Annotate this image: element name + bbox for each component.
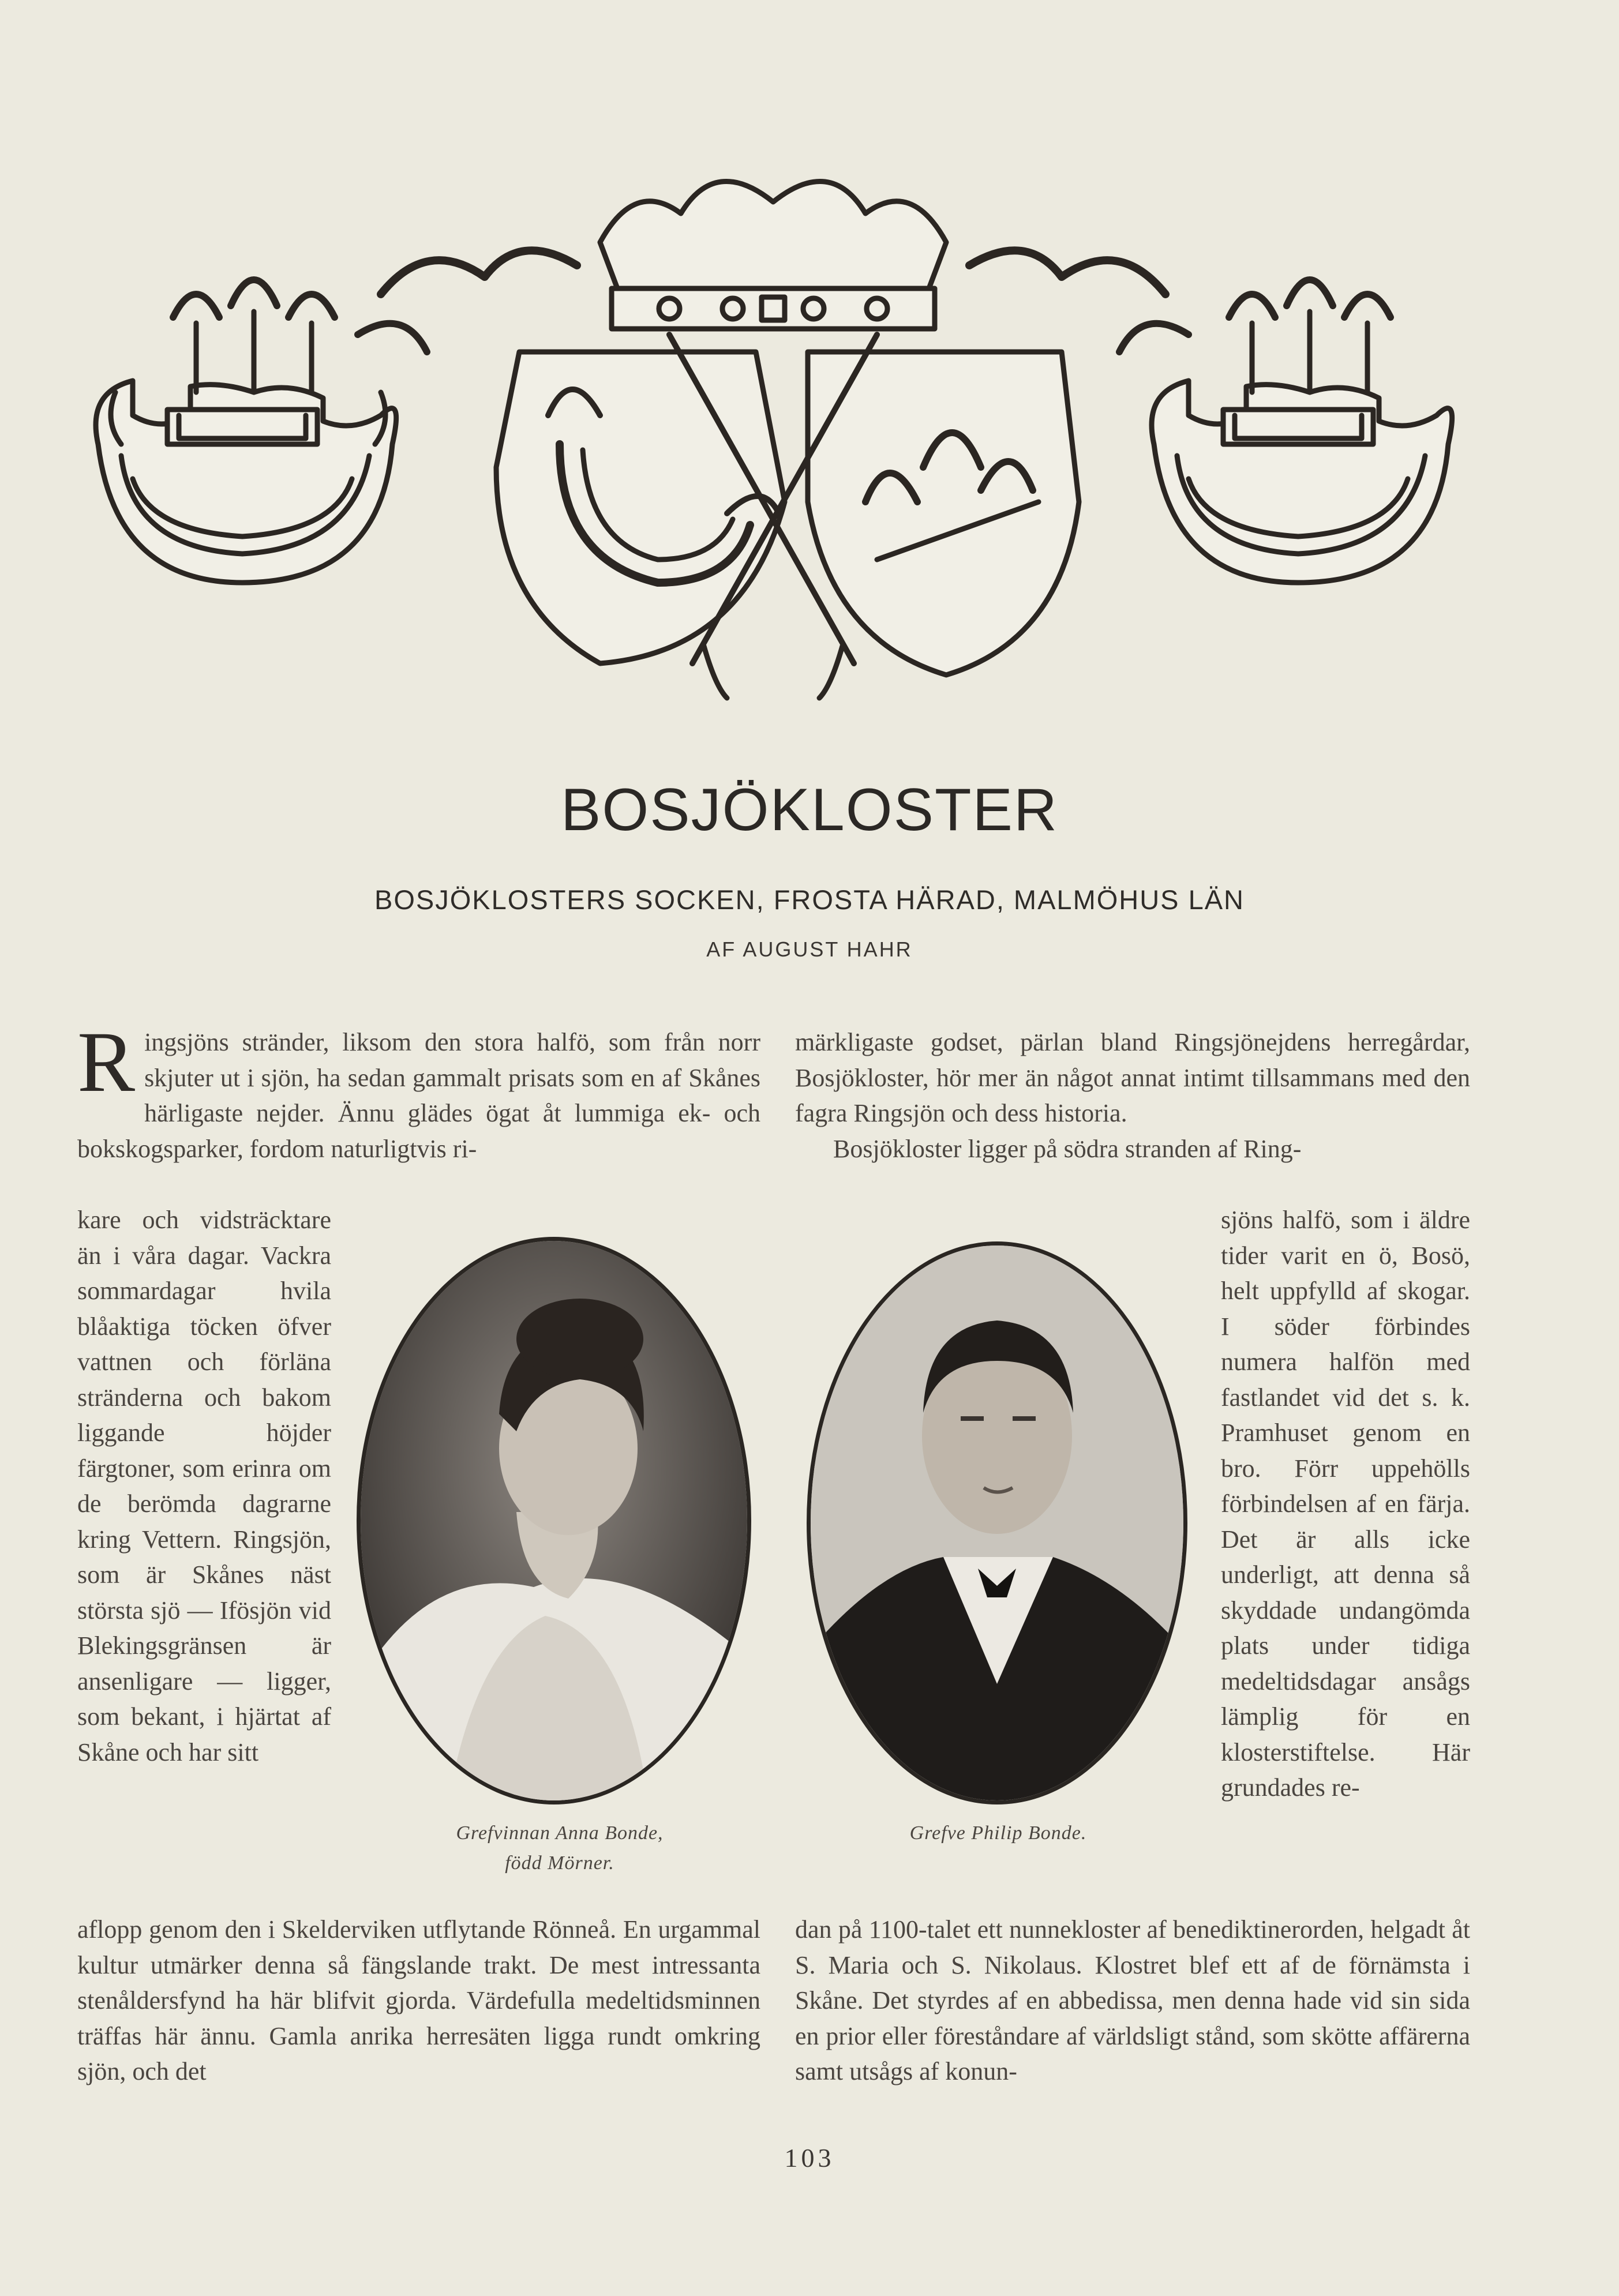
caption-countess — [398, 1818, 721, 1878]
page-number: 103 — [784, 2143, 835, 2173]
left-crest-icon — [96, 280, 396, 583]
portrait-countess-anna-bonde — [357, 1237, 751, 1804]
left-column-bottom — [77, 1912, 760, 2089]
author-byline: AF AUGUST HAHR — [706, 937, 913, 961]
drop-cap: R — [77, 1014, 136, 1110]
right-top-paragraph-2: Bosjökloster ligger på södra stranden af Ring- — [833, 1134, 1302, 1163]
coat-of-arms-emblem — [81, 144, 1466, 710]
crown-icon — [600, 181, 946, 329]
left-column-intro — [77, 1014, 760, 1166]
left-column-intro-text: ingsjöns stränder, liksom den stora halfö, som från norr skjuter ut i sjön, ha sedan gammalt prisats som en af Skånes härligaste nejder. Ännu glädes ögat åt lummiga ek- och bokskogsparker, fordom naturligtvis ri- — [77, 1028, 760, 1163]
page-title: BOSJÖKLOSTER — [561, 776, 1058, 843]
caption-countess-line-2: född Mörner. — [505, 1852, 614, 1874]
portrait-count-philip-bonde — [807, 1241, 1187, 1804]
portrait-photo-icon — [361, 1241, 747, 1800]
caption-countess-line-1: Grefvinnan Anna Bonde, — [456, 1822, 664, 1844]
right-column-wrapped-text — [1221, 1202, 1470, 1806]
right-bottom-paragraph: dan på 1100-talet ett nunnekloster af benediktinerorden, helgadt åt S. Maria och S. Nikolaus. Klostret blef ett af de förnämsta i Skåne. Det styrdes af en abbedissa, men denna hade vid sin sida en prior eller föreståndare af världsligt stånd, som skötte affärerna samt utsågs af konun- — [795, 1915, 1470, 2085]
left-shield-icon — [496, 352, 785, 663]
left-wrap-paragraph: kare och vidsträcktare än i våra dagar. Vackra sommardagar hvila blåaktiga töcken öfver vattnen och förläna stränderna och bakom liggande höjder färgtoner, som erinra om de berömda dagrarne kring Vettern. Ringsjön, som är Skånes näst största sjö — Ifösjön vid Blekingsgränsen är ansenligare — ligger, som bekant, i hjärtat af Skåne och har sitt — [77, 1206, 331, 1766]
right-top-paragraph-1: märkligaste godset, pärlan bland Ringsjönejdens herregårdar, Bosjökloster, hör mer än något annat intimt tillsammans med den fagra Ringsjön och dess historia. — [795, 1028, 1470, 1127]
right-column-bottom — [795, 1912, 1470, 2089]
left-bottom-paragraph: aflopp genom den i Skelderviken utflytande Rönneå. En urgammal kultur utmärker denna så fängslande trakt. De mest intressanta stenåldersfynd ha här blifvit gjorda. Värdefulla medeltidsminnen träffas här ännu. Gamla anrika herresäten ligga rundt omkring sjön, och det — [77, 1915, 760, 2085]
right-crest-icon — [1152, 280, 1452, 583]
right-column-intro — [795, 1025, 1470, 1166]
portrait-photo-icon — [811, 1245, 1183, 1800]
right-wrap-paragraph: sjöns halfö, som i äldre tider varit en ö, Bosö, helt uppfylld af skogar. I söder förbindes numera halfön med fastlandet vid det s. k. Pramhuset genom en bro. Förr uppehölls förbindelsen af en färja. Det är alls icke underligt, att denna så skyddade undangömda plats under tidiga medeltidsdagar ansågs lämplig för en klosterstiftelse. Här grundades re- — [1221, 1206, 1470, 1802]
page-subtitle: BOSJÖKLOSTERS SOCKEN, FROSTA HÄRAD, MALMÖHUS LÄN — [374, 884, 1245, 915]
caption-count: Grefve Philip Bonde. — [909, 1822, 1087, 1844]
left-column-wrapped-text — [77, 1202, 331, 1770]
right-shield-icon — [808, 352, 1079, 675]
